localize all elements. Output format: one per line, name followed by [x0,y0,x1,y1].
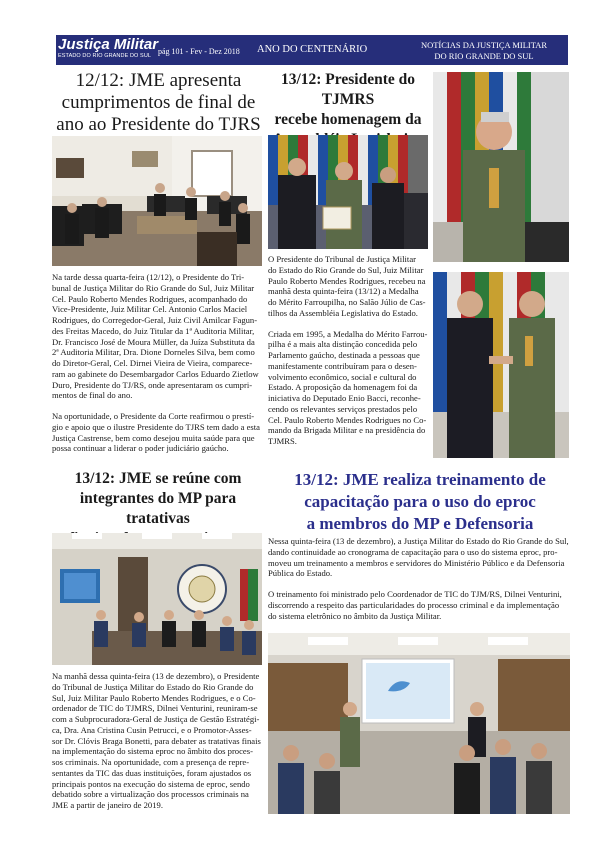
text-line: na implementação do sistema eproc no âmbito dos proces- [52,746,253,757]
text-line: do sistema eletrônico no âmbito da Justiça Militar. [268,610,442,621]
text-line: debatido sobre a virtualização dos processos criminais na [52,789,249,800]
article-4-headline [270,469,570,535]
text-line: mentos de final do ano. [52,390,133,401]
headline-line: 13/12: JME realiza treinamento de [294,470,546,489]
text-line: bunal de Justiça Militar do Rio Grande do Sul, Juiz Militar [52,282,255,293]
text-line: mando da Brigada Militar e na presidência do [268,425,426,436]
text-line: Cel. Paulo Roberto Mendes Rodrigues no Co- [268,414,427,425]
text-line: JME a partir de janeiro de 2019. [52,800,163,810]
article-2-body [268,254,432,447]
headline-line: integrantes do MP para tratativas [79,490,237,527]
text-line: principais pontos na execução do sistema de eproc, sendo [52,778,250,789]
article-4-photo [268,633,570,814]
article-3-body [52,671,264,811]
text-line: moveu um treinamento a membros e servidores do Ministério Público e da Defensoria [268,557,565,568]
text-line: dando continuidade ao cronograma de capacitação para o uso do sistema eproc, pro- [268,546,558,557]
text-line: Rodrigues, do Corregedor-Geral, Juiz Civil Amilcar Fagun- [52,315,258,325]
text-line: do Tribunal de Justiça Militar do Estado do Rio Grande do [52,681,254,692]
headline-line: cumprimentos de final de [61,92,256,113]
article-2-photo-handshake [433,272,569,458]
logo-subtitle: ESTADO DO RIO GRANDE DO SUL [58,53,152,59]
justica-militar-logo [56,36,159,64]
headline-line: recebe homenagem da [274,111,422,128]
text-line: tilhos da Assembléia Legislativa do Estado. [268,307,418,318]
headline-line: 12/12: JME apresenta [75,70,242,91]
news-label-line: DO RIO GRANDE DO SUL [434,51,534,61]
news-label-line: NOTÍCIAS DA JUSTIÇA MILITAR [420,40,548,50]
text-line: Estado. A proposição da homenagem foi da [268,382,418,393]
text-line: Na manhã dessa quinta-feira (13 de dezembro), o Presidente [52,671,260,681]
text-line: Nessa quinta-feira (13 de dezembro), a Justiça Militar do Estado do Rio Grande do Sul, [268,536,569,546]
text-line: com a Subprocuradora-Geral de Justiça de Gestão Estratégi- [52,714,260,724]
text-line: Sul, Juiz Militar Paulo Roberto Mendes Rodrigues, e o Co- [52,692,256,703]
text-line: Parlamento gaúcho, destinada a pessoas que [268,350,420,360]
text-line: Dr. Francisco José de Moura Müller, da Juíza Substituta da [52,336,255,347]
text-line: O Presidente do Tribunal de Justiça Militar [268,254,416,264]
headline-line: ano ao Presidente do TJRS [56,114,261,135]
text-line: volvimento econômico, social e cultural do [268,371,417,382]
text-line: iniciativa do Deputado Enio Bacci, reconhe- [268,393,421,403]
text-line: Duro, Presidente do TJ/RS, onde apresentaram os cumpri- [52,379,253,390]
headline-line: 13/12: Presidente do TJMRS [280,71,416,108]
article-2-photo-speech [433,72,569,262]
text-line: Pública do Estado. [268,568,333,579]
text-line: ordenador de TIC do TJMRS, Dilnei Venturini, reuniram-se [52,703,258,714]
article-4-body [268,536,570,621]
article-3-photo [52,533,262,665]
text-line: des Freitas Macedo, do Juiz Titular da 1ª Auditoria Militar, [52,325,255,336]
text-line: Paulo Roberto Mendes Rodrigues, recebeu na [268,275,426,286]
issue-info: pág 101 - Fev - Dez 2018 [158,47,240,56]
logo-title: Justiça Militar [58,36,159,53]
news-section-label [404,40,564,62]
text-line: sentantes da TIC das duas instituições, foram ajustados os [52,767,252,778]
text-line: Vice-Presidente, Juiz Militar Cel. Antonio Carlos Maciel [52,304,248,315]
text-line: TJMRS. [268,436,297,446]
text-line: O treinamento foi ministrado pelo Coordenador de TIC do TJM/RS, Dilnei Venturini, [268,589,562,599]
text-line: manhã desta quinta-feira (13/12) a Medalha [268,286,419,297]
text-line: pilha é a mais alta distinção concedida pelo [268,339,418,350]
centenary-label: ANO DO CENTENÁRIO [257,44,368,55]
article-1-photo [52,136,262,266]
text-line: sor Dr. Clóvis Braga Bonetti, para debater as tratativas finais [52,735,261,746]
text-line: sos criminais. Na oportunidade, com a presença de repre- [52,757,250,767]
article-2-photo-ceremony [268,135,428,249]
text-line: manifestamente contribuíram para o desen- [268,360,417,371]
article-1-headline [52,70,265,136]
text-line: ram ao gabinete do Desembargador Carlos Eduardo Zietlow [52,368,259,379]
text-line: gio e apoio que o ilustre Presidente do TJRS tem dado a esta [52,421,260,432]
text-line: Justiça Castrense, bem como desejou muita saúde para que [52,432,255,443]
text-line: possa continuar a liderar o poder judiciário gaúcho. [52,443,229,454]
text-line: Na oportunidade, o Presidente da Corte reafirmou o prestí- [52,411,255,421]
text-line: Criada em 1995, a Medalha do Mérito Farrou- [268,328,428,339]
text-line: do Diretor-Geral, Cel. Dirnei Vieira de Vieira, comparece- [52,358,253,368]
article-1-body [52,272,264,454]
headline-line: 13/12: JME se reúne com [74,470,242,487]
headline-line: a membros do MP e Defensoria [306,514,534,533]
text-line: discorrendo a respeito das particularidades do processo criminal e da implementação [268,599,560,610]
text-line: Na tarde dessa quarta-feira (12/12), o Presidente do Tri- [52,272,245,282]
headline-line: capacitação para o uso do eproc [304,492,536,511]
text-line: Cel. Paulo Roberto Mendes Rodrigues, acompanhado do [52,293,248,304]
text-line: do Estado do Rio Grande do Sul, Juiz Militar [268,264,424,275]
text-line: do Mérito Farroupilha, no Salão Júlio de Cas- [268,297,426,307]
text-line: cendo os relevantes serviços prestados pelo [268,403,418,414]
text-line: ca, Dra. Ana Cristina Cusin Petrucci, e o Promotor-Asses- [52,724,252,735]
text-line: 2ª Auditoria Militar, Dra. Dione Dorneles Silva, bem como [52,347,255,358]
